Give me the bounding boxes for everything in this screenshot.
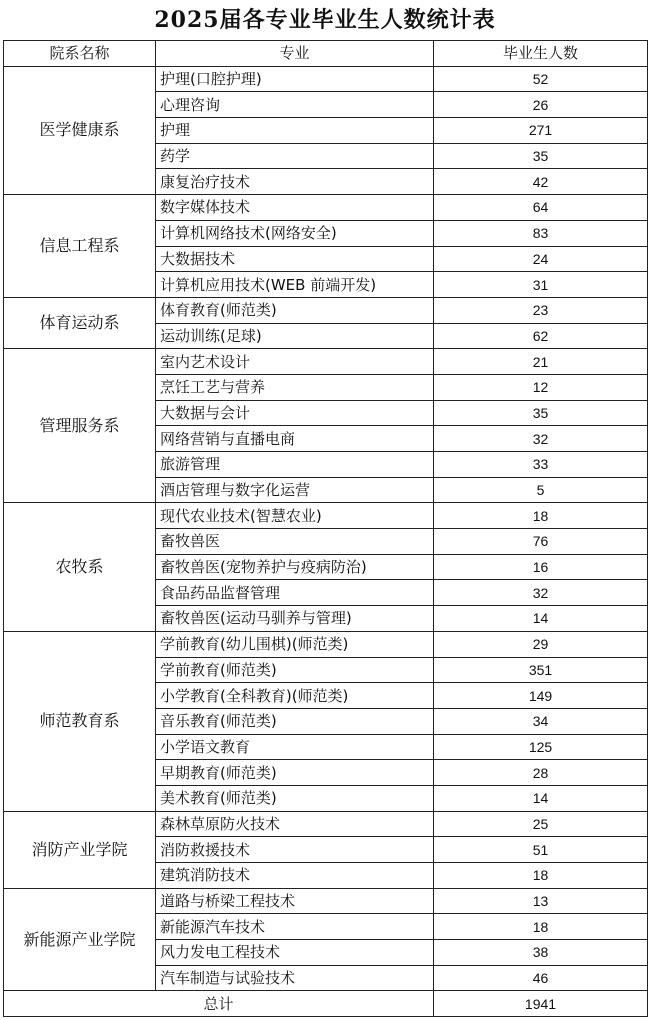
major-cell: 心理咨询: [156, 92, 434, 118]
count-cell: 35: [434, 400, 648, 426]
major-cell: 早期教育(师范类): [156, 760, 434, 786]
major-cell: 畜牧兽医(宠物养护与疫病防治): [156, 554, 434, 580]
major-cell: 室内艺术设计: [156, 349, 434, 375]
table-row: [4, 811, 648, 837]
major-cell: 森林草原防火技术: [156, 811, 434, 837]
major-cell: 运动训练(足球): [156, 323, 434, 349]
table-row: [4, 297, 648, 323]
count-cell: 46: [434, 965, 648, 991]
count-cell: 24: [434, 246, 648, 272]
count-cell: 26: [434, 92, 648, 118]
table-row: [4, 195, 648, 221]
count-cell: 76: [434, 529, 648, 555]
header-major: 专业: [156, 41, 434, 67]
count-cell: 64: [434, 195, 648, 221]
table-row: [4, 349, 648, 375]
major-cell: 畜牧兽医: [156, 529, 434, 555]
major-cell: 小学教育(全科教育)(师范类): [156, 683, 434, 709]
major-cell: 畜牧兽医(运动马驯养与管理): [156, 606, 434, 632]
count-cell: 5: [434, 477, 648, 503]
count-cell: 32: [434, 580, 648, 606]
dept-cell: 师范教育系: [4, 631, 156, 811]
count-cell: 29: [434, 631, 648, 657]
dept-cell: 医学健康系: [4, 66, 156, 194]
table-row: [4, 503, 648, 529]
total-label: 总计: [4, 991, 434, 1017]
count-cell: 28: [434, 760, 648, 786]
major-cell: 大数据技术: [156, 246, 434, 272]
major-cell: 计算机应用技术(WEB 前端开发): [156, 272, 434, 298]
header-dept: 院系名称: [4, 41, 156, 67]
major-cell: 康复治疗技术: [156, 169, 434, 195]
count-cell: 35: [434, 143, 648, 169]
major-cell: 汽车制造与试验技术: [156, 965, 434, 991]
major-cell: 酒店管理与数字化运营: [156, 477, 434, 503]
table-row: [4, 66, 648, 92]
dept-cell: 管理服务系: [4, 349, 156, 503]
major-cell: 数字媒体技术: [156, 195, 434, 221]
count-cell: 25: [434, 811, 648, 837]
major-cell: 药学: [156, 143, 434, 169]
count-cell: 271: [434, 118, 648, 144]
count-cell: 18: [434, 914, 648, 940]
major-cell: 风力发电工程技术: [156, 940, 434, 966]
major-cell: 学前教育(师范类): [156, 657, 434, 683]
count-cell: 51: [434, 837, 648, 863]
major-cell: 旅游管理: [156, 452, 434, 478]
header-row: [4, 41, 648, 67]
major-cell: 新能源汽车技术: [156, 914, 434, 940]
count-cell: 14: [434, 606, 648, 632]
major-cell: 建筑消防技术: [156, 863, 434, 889]
count-cell: 12: [434, 374, 648, 400]
table-row: [4, 888, 648, 914]
major-cell: 体育教育(师范类): [156, 297, 434, 323]
major-cell: 护理(口腔护理): [156, 66, 434, 92]
dept-cell: 体育运动系: [4, 297, 156, 348]
major-cell: 道路与桥梁工程技术: [156, 888, 434, 914]
count-cell: 33: [434, 452, 648, 478]
major-cell: 烹饪工艺与营养: [156, 374, 434, 400]
count-cell: 149: [434, 683, 648, 709]
dept-cell: 农牧系: [4, 503, 156, 631]
major-cell: 食品药品监督管理: [156, 580, 434, 606]
count-cell: 42: [434, 169, 648, 195]
count-cell: 18: [434, 863, 648, 889]
count-cell: 14: [434, 785, 648, 811]
dept-cell: 消防产业学院: [4, 811, 156, 888]
graduates-table: [3, 40, 648, 1017]
major-cell: 现代农业技术(智慧农业): [156, 503, 434, 529]
page-title: 2025届各专业毕业生人数统计表: [154, 7, 496, 33]
dept-cell: 新能源产业学院: [4, 888, 156, 991]
count-cell: 34: [434, 708, 648, 734]
major-cell: 小学语文教育: [156, 734, 434, 760]
dept-cell: 信息工程系: [4, 195, 156, 298]
count-cell: 125: [434, 734, 648, 760]
count-cell: 21: [434, 349, 648, 375]
count-cell: 18: [434, 503, 648, 529]
count-cell: 38: [434, 940, 648, 966]
count-cell: 83: [434, 220, 648, 246]
major-cell: 大数据与会计: [156, 400, 434, 426]
table-row: [4, 631, 648, 657]
major-cell: 学前教育(幼儿围棋)(师范类): [156, 631, 434, 657]
count-cell: 62: [434, 323, 648, 349]
major-cell: 美术教育(师范类): [156, 785, 434, 811]
total-row: [4, 991, 648, 1017]
major-cell: 网络营销与直播电商: [156, 426, 434, 452]
major-cell: 消防救援技术: [156, 837, 434, 863]
major-cell: 计算机网络技术(网络安全): [156, 220, 434, 246]
count-cell: 52: [434, 66, 648, 92]
count-cell: 31: [434, 272, 648, 298]
table-body: [4, 66, 648, 1016]
count-cell: 13: [434, 888, 648, 914]
major-cell: 音乐教育(师范类): [156, 708, 434, 734]
header-count: 毕业生人数: [434, 41, 648, 67]
count-cell: 351: [434, 657, 648, 683]
major-cell: 护理: [156, 118, 434, 144]
count-cell: 23: [434, 297, 648, 323]
total-count: 1941: [434, 991, 648, 1017]
count-cell: 16: [434, 554, 648, 580]
count-cell: 32: [434, 426, 648, 452]
